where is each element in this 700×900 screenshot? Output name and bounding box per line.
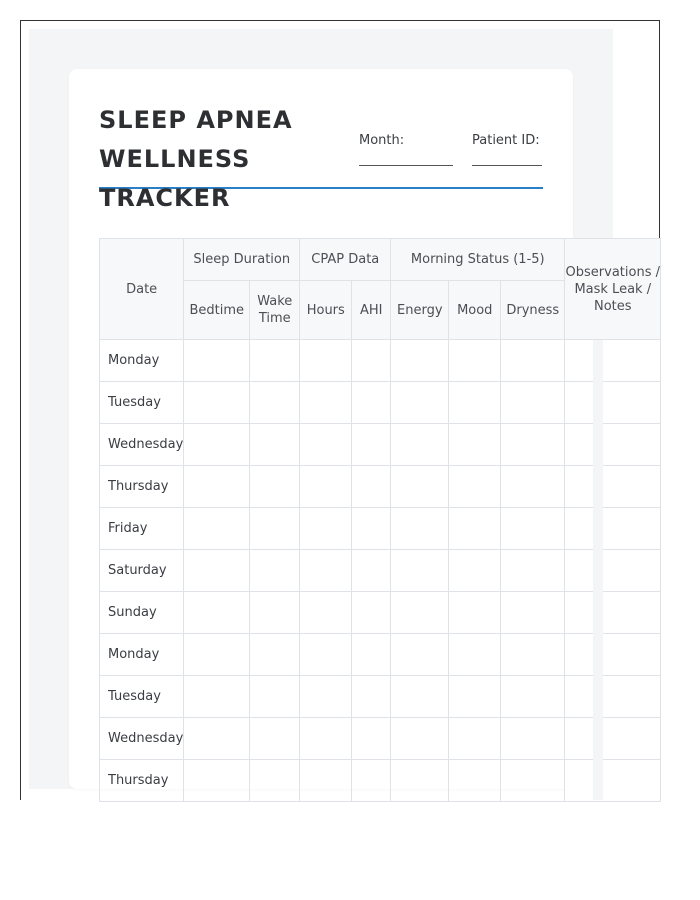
dryness-cell[interactable] xyxy=(501,508,565,550)
energy-cell[interactable] xyxy=(391,424,449,466)
wake-time-cell[interactable] xyxy=(250,676,300,718)
mood-cell[interactable] xyxy=(449,424,501,466)
notes-cell[interactable] xyxy=(565,340,661,382)
header-wake-time: Wake Time xyxy=(250,281,300,340)
day-cell: Friday xyxy=(100,508,184,550)
energy-cell[interactable] xyxy=(391,508,449,550)
notes-cell[interactable] xyxy=(565,424,661,466)
notes-cell[interactable] xyxy=(565,718,661,760)
ahi-cell[interactable] xyxy=(352,634,391,676)
wake-time-cell[interactable] xyxy=(250,550,300,592)
hours-cell[interactable] xyxy=(300,634,352,676)
hours-cell[interactable] xyxy=(300,466,352,508)
month-blank-line[interactable] xyxy=(359,164,453,166)
bedtime-cell[interactable] xyxy=(184,550,250,592)
wake-time-cell[interactable] xyxy=(250,508,300,550)
ahi-cell[interactable] xyxy=(352,592,391,634)
wake-time-cell[interactable] xyxy=(250,466,300,508)
mood-cell[interactable] xyxy=(449,508,501,550)
month-field[interactable] xyxy=(359,133,453,166)
energy-cell[interactable] xyxy=(391,550,449,592)
wake-time-cell[interactable] xyxy=(250,718,300,760)
header-date: Date xyxy=(100,239,184,340)
header-morning-status: Morning Status (1-5) xyxy=(391,239,565,281)
wake-time-cell[interactable] xyxy=(250,340,300,382)
dryness-cell[interactable] xyxy=(501,676,565,718)
notes-cell[interactable] xyxy=(565,550,661,592)
mood-cell[interactable] xyxy=(449,634,501,676)
tracker-header xyxy=(99,99,543,212)
table-row xyxy=(100,634,661,676)
table-row xyxy=(100,760,661,802)
patient-id-blank-line[interactable] xyxy=(472,164,542,166)
day-cell: Thursday xyxy=(100,466,184,508)
ahi-cell[interactable] xyxy=(352,676,391,718)
bedtime-cell[interactable] xyxy=(184,424,250,466)
table-row xyxy=(100,676,661,718)
bedtime-cell[interactable] xyxy=(184,592,250,634)
dryness-cell[interactable] xyxy=(501,382,565,424)
day-cell: Sunday xyxy=(100,592,184,634)
hours-cell[interactable] xyxy=(300,550,352,592)
page-title: SLEEP APNEA WELLNESS TRACKER xyxy=(99,106,293,212)
notes-cell[interactable] xyxy=(565,466,661,508)
ahi-cell[interactable] xyxy=(352,340,391,382)
notes-cell[interactable] xyxy=(565,592,661,634)
header-ahi: AHI xyxy=(352,281,391,340)
mood-cell[interactable] xyxy=(449,760,501,802)
day-cell: Monday xyxy=(100,340,184,382)
bedtime-cell[interactable] xyxy=(184,466,250,508)
table-row xyxy=(100,592,661,634)
dryness-cell[interactable] xyxy=(501,466,565,508)
ahi-cell[interactable] xyxy=(352,424,391,466)
mood-cell[interactable] xyxy=(449,718,501,760)
table-row xyxy=(100,466,661,508)
notes-column-shade xyxy=(593,340,603,800)
header-hours: Hours xyxy=(300,281,352,340)
table-row xyxy=(100,718,661,760)
dryness-cell[interactable] xyxy=(501,340,565,382)
hours-cell[interactable] xyxy=(300,676,352,718)
energy-cell[interactable] xyxy=(391,592,449,634)
mood-cell[interactable] xyxy=(449,466,501,508)
month-label: Month: xyxy=(359,133,405,148)
header-observations: Observations / Mask Leak / Notes xyxy=(565,239,661,340)
notes-cell[interactable] xyxy=(565,676,661,718)
hours-cell[interactable] xyxy=(300,424,352,466)
header-energy: Energy xyxy=(391,281,449,340)
energy-cell[interactable] xyxy=(391,718,449,760)
notes-cell[interactable] xyxy=(565,634,661,676)
mood-cell[interactable] xyxy=(449,340,501,382)
hours-cell[interactable] xyxy=(300,340,352,382)
notes-cell[interactable] xyxy=(565,760,661,802)
bedtime-cell[interactable] xyxy=(184,718,250,760)
mood-cell[interactable] xyxy=(449,550,501,592)
wake-time-cell[interactable] xyxy=(250,760,300,802)
notes-cell[interactable] xyxy=(565,382,661,424)
header-bedtime: Bedtime xyxy=(184,281,250,340)
table-row xyxy=(100,382,661,424)
day-cell: Tuesday xyxy=(100,676,184,718)
tracker-body xyxy=(100,340,661,802)
bedtime-cell[interactable] xyxy=(184,340,250,382)
dryness-cell[interactable] xyxy=(501,760,565,802)
day-cell: Thursday xyxy=(100,760,184,802)
energy-cell[interactable] xyxy=(391,634,449,676)
header-sleep-duration: Sleep Duration xyxy=(184,239,300,281)
ahi-cell[interactable] xyxy=(352,760,391,802)
energy-cell[interactable] xyxy=(391,466,449,508)
bedtime-cell[interactable] xyxy=(184,676,250,718)
header-cpap-data: CPAP Data xyxy=(300,239,391,281)
energy-cell[interactable] xyxy=(391,382,449,424)
mood-cell[interactable] xyxy=(449,676,501,718)
dryness-cell[interactable] xyxy=(501,424,565,466)
mood-cell[interactable] xyxy=(449,382,501,424)
table-row xyxy=(100,424,661,466)
bedtime-cell[interactable] xyxy=(184,508,250,550)
bedtime-cell[interactable] xyxy=(184,760,250,802)
dryness-cell[interactable] xyxy=(501,592,565,634)
ahi-cell[interactable] xyxy=(352,466,391,508)
ahi-cell[interactable] xyxy=(352,508,391,550)
day-cell: Monday xyxy=(100,634,184,676)
energy-cell[interactable] xyxy=(391,340,449,382)
energy-cell[interactable] xyxy=(391,676,449,718)
bedtime-cell[interactable] xyxy=(184,634,250,676)
hours-cell[interactable] xyxy=(300,508,352,550)
header-dryness: Dryness xyxy=(501,281,565,340)
day-cell: Saturday xyxy=(100,550,184,592)
notes-cell[interactable] xyxy=(565,508,661,550)
patient-id-label: Patient ID: xyxy=(472,133,540,148)
ahi-cell[interactable] xyxy=(352,550,391,592)
dryness-cell[interactable] xyxy=(501,718,565,760)
hours-cell[interactable] xyxy=(300,382,352,424)
hours-cell[interactable] xyxy=(300,760,352,802)
hours-cell[interactable] xyxy=(300,718,352,760)
table-row xyxy=(100,550,661,592)
mood-cell[interactable] xyxy=(449,592,501,634)
dryness-cell[interactable] xyxy=(501,634,565,676)
wake-time-cell[interactable] xyxy=(250,382,300,424)
day-cell: Tuesday xyxy=(100,382,184,424)
table-row xyxy=(100,340,661,382)
wake-time-cell[interactable] xyxy=(250,634,300,676)
table-row xyxy=(100,508,661,550)
bedtime-cell[interactable] xyxy=(184,382,250,424)
day-cell: Wednesday xyxy=(100,718,184,760)
hours-cell[interactable] xyxy=(300,592,352,634)
day-cell: Wednesday xyxy=(100,424,184,466)
energy-cell[interactable] xyxy=(391,760,449,802)
wake-time-cell[interactable] xyxy=(250,592,300,634)
wake-time-cell[interactable] xyxy=(250,424,300,466)
tracker-table xyxy=(99,238,661,802)
patient-id-field[interactable] xyxy=(472,133,542,166)
header-mood: Mood xyxy=(449,281,501,340)
dryness-cell[interactable] xyxy=(501,550,565,592)
ahi-cell[interactable] xyxy=(352,718,391,760)
ahi-cell[interactable] xyxy=(352,382,391,424)
